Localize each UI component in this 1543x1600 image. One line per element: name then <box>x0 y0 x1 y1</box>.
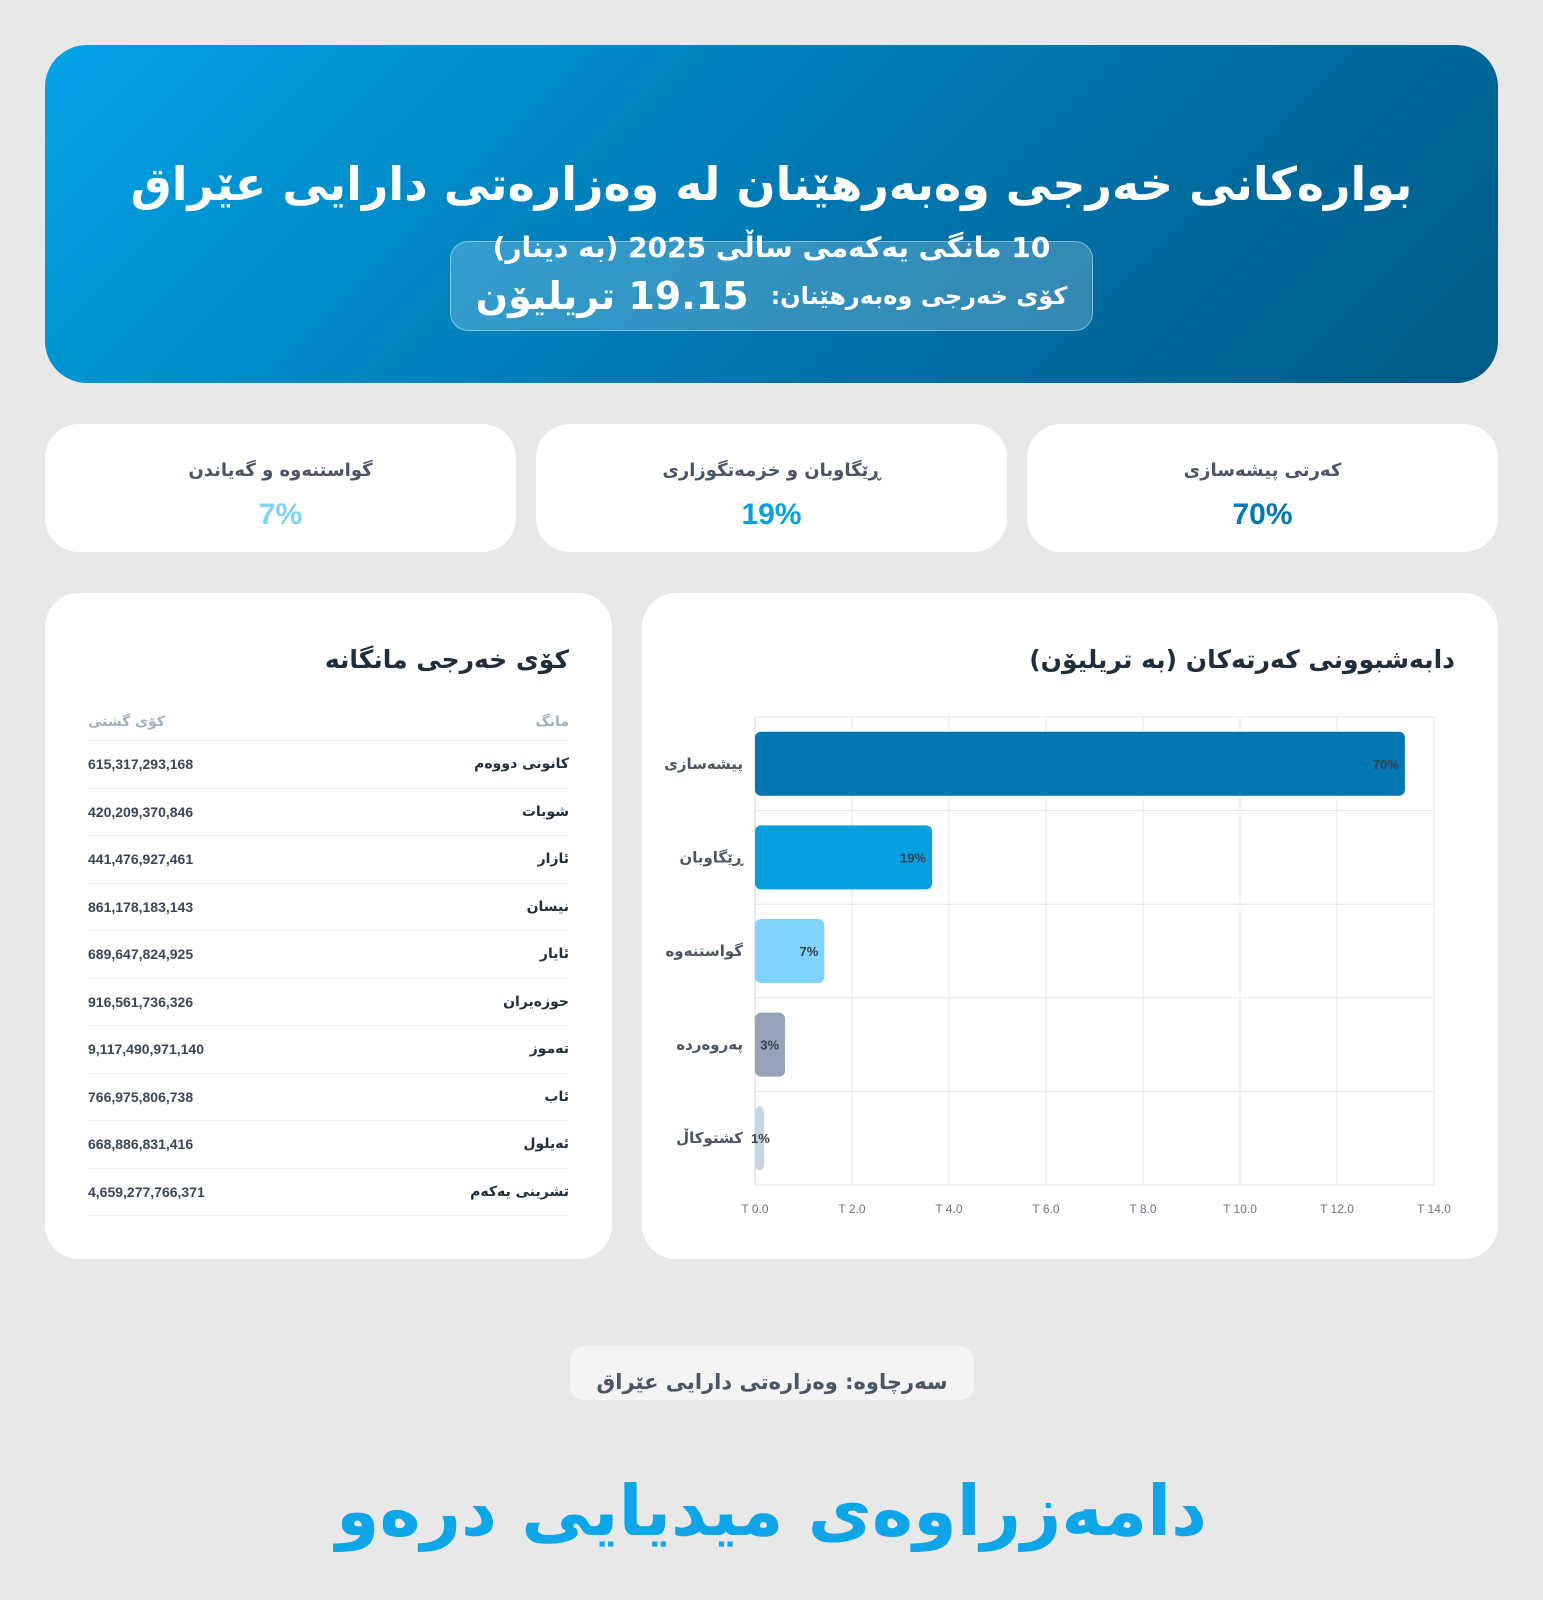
category-label: کشتوکاڵ <box>676 1129 743 1148</box>
total-label: کۆی خەرجی وەبەرهێنان: <box>770 282 1068 310</box>
header-banner <box>45 45 1498 383</box>
table-row <box>88 789 569 837</box>
stat-card-roads <box>536 424 1007 552</box>
brand-logo-text: دامەزراوەی میدیایی درەو <box>335 1470 1208 1552</box>
row-month: ئایار <box>539 946 569 963</box>
bar-data-label: 7% <box>799 944 819 959</box>
row-amount: 441,476,927,461 <box>88 851 194 868</box>
x-tick-label: T 8.0 <box>1129 1202 1157 1216</box>
stat-value: 7% <box>258 498 303 531</box>
table-row <box>88 1026 569 1074</box>
x-tick-label: T 14.0 <box>1417 1202 1451 1216</box>
total-box <box>450 241 1093 331</box>
row-month: تەموز <box>529 1041 569 1058</box>
row-amount: 9,117,490,971,140 <box>88 1041 205 1058</box>
category-label: ڕێگاوبان <box>679 848 743 867</box>
monthly-table-card <box>45 593 612 1259</box>
table-row <box>88 1121 569 1169</box>
stat-label: ڕێگاوبان و خزمەتگوزاری <box>662 460 881 481</box>
x-tick-label: T 6.0 <box>1032 1202 1060 1216</box>
row-amount: 420,209,370,846 <box>88 803 194 820</box>
category-label: گواستنەوە <box>665 942 743 960</box>
row-amount: 615,317,293,168 <box>88 756 194 773</box>
x-tick-label: T 0.0 <box>741 1202 769 1216</box>
row-month: ئاب <box>544 1088 569 1105</box>
row-month: ئازار <box>537 851 569 868</box>
bar-data-label: 1% <box>751 1131 770 1147</box>
row-amount: 689,647,824,925 <box>88 946 194 963</box>
stat-value: 19% <box>741 498 802 531</box>
page-title: بوارەکانی خەرجی وەبەرهێنان لە وەزارەتی دارایی عێراق <box>130 157 1413 211</box>
x-tick-label: T 10.0 <box>1223 1202 1257 1216</box>
stat-label: کەرتی پیشەسازی <box>1183 460 1342 481</box>
table-header-row <box>88 703 569 741</box>
row-amount: 4,659,277,766,371 <box>88 1183 205 1200</box>
table-row <box>88 884 569 932</box>
bar-data-label: 19% <box>899 850 927 866</box>
bar <box>755 732 1405 796</box>
table-row <box>88 741 569 789</box>
sector-chart-card <box>642 593 1498 1259</box>
stat-card-transport <box>45 424 516 552</box>
source-note: سەرچاوە: وەزارەتی دارایی عێراق <box>570 1346 974 1400</box>
x-tick-label: T 12.0 <box>1320 1202 1354 1216</box>
row-month: ئەیلول <box>523 1136 569 1153</box>
table-row <box>88 1169 569 1217</box>
monthly-table <box>88 703 569 1216</box>
table-row <box>88 836 569 884</box>
chart-title: دابەشبوونی کەرتەکان (بە تریلیۆن) <box>1029 645 1455 674</box>
stat-label: گواستنەوە و گەیاندن <box>188 460 373 481</box>
col-month-header: مانگ <box>535 713 569 730</box>
row-month: شوبات <box>521 803 569 820</box>
page-subtitle: 10 مانگی یەکەمی ساڵی 2025 (بە دینار) <box>492 231 1051 264</box>
total-value: 19.15 تریلیۆن <box>475 274 749 318</box>
category-label: پیشەسازی <box>664 754 743 773</box>
row-amount: 916,561,736,326 <box>88 993 194 1010</box>
table-row <box>88 979 569 1027</box>
x-tick-label: T 4.0 <box>935 1202 963 1216</box>
stat-value: 70% <box>1232 498 1293 531</box>
row-month: کانونی دووەم <box>474 756 569 773</box>
sector-bar-chart <box>642 593 1498 1259</box>
bar-data-label: 70% <box>1372 756 1399 772</box>
category-label: پەروەردە <box>676 1035 743 1054</box>
row-amount: 668,886,831,416 <box>88 1136 194 1153</box>
table-row <box>88 1074 569 1122</box>
table-title: کۆی خەرجی مانگانە <box>324 645 569 674</box>
row-amount: 861,178,183,143 <box>88 898 194 915</box>
x-tick-label: T 2.0 <box>838 1202 866 1216</box>
bar-data-label: 3% <box>760 1037 780 1053</box>
row-month: حوزەیران <box>503 993 569 1010</box>
row-amount: 766,975,806,738 <box>88 1088 194 1105</box>
row-month: تشرینی یەکەم <box>470 1183 569 1200</box>
col-total-header: کۆی گشتی <box>88 713 165 730</box>
stat-card-industry <box>1027 424 1498 552</box>
table-row <box>88 931 569 979</box>
row-month: نیسان <box>526 898 569 915</box>
